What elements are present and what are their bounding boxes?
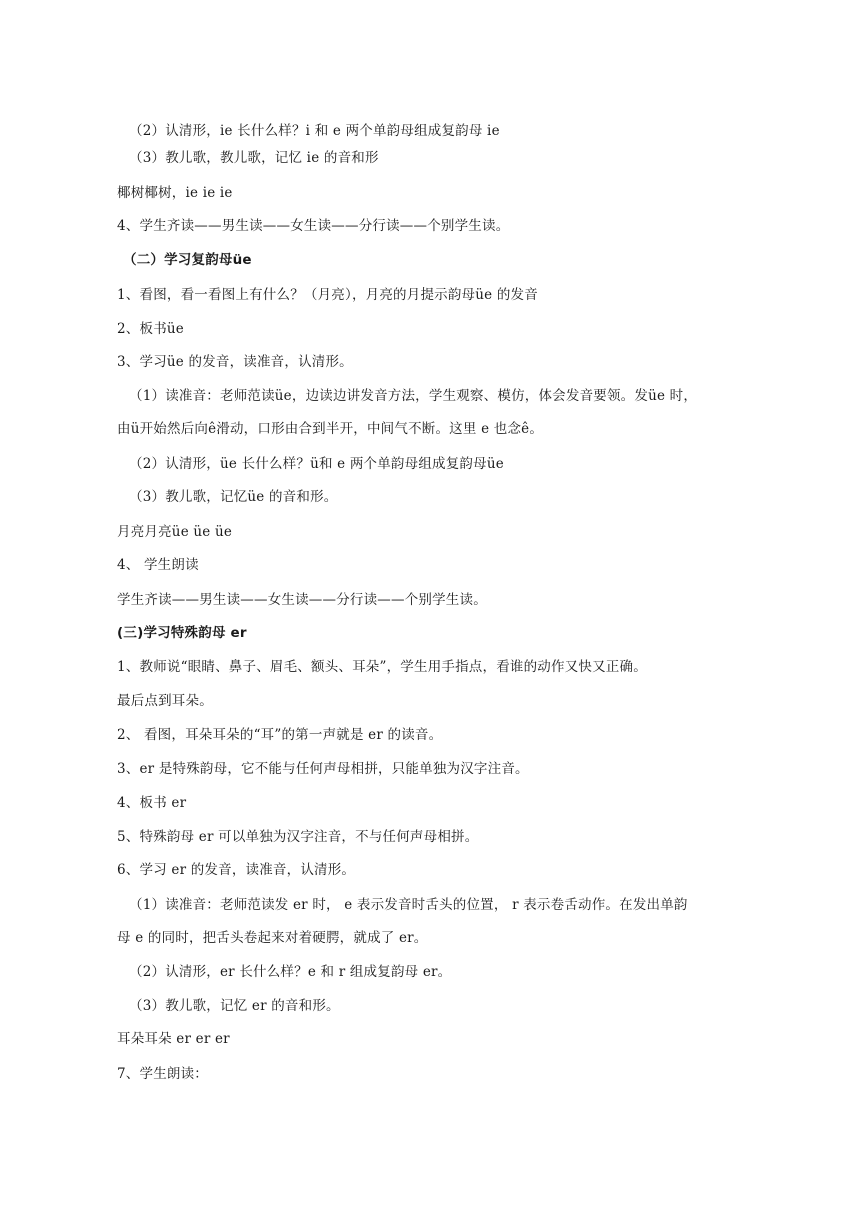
step-pronounce-ue: （1）读准音：老师范读üe，边读边讲发音方法，学生观察、模仿，体会发音要领。发üe 时，	[129, 388, 698, 404]
step-pronounce-er-cont: 母 e 的同时，把舌头卷起来对着硬腭，就成了 er。	[117, 930, 428, 946]
rhyme-text-ue: 月亮月亮üe üe üe	[117, 524, 233, 540]
step-look-picture-ue: 1、看图，看一看图上有什么？（月亮），月亮的月提示韵母üe 的发音	[117, 287, 538, 303]
step-read-aloud: 4、学生齐读——男生读——女生读——分行读——个别学生读。	[117, 218, 510, 234]
step-learn-er: 6、学习 er 的发音，读准音，认清形。	[117, 862, 356, 878]
step-board-ue: 2、板书üe	[117, 321, 184, 337]
step-read-order: 学生齐读——男生读——女生读——分行读——个别学生读。	[117, 592, 487, 608]
step-pronounce-ue-cont: 由ü开始然后向ê滑动，口形由合到半开，中间气不断。这里 e 也念ê。	[117, 421, 544, 437]
step-read-ue: 4、 学生朗读	[117, 557, 199, 573]
step-look-picture-er: 2、 看图，耳朵耳朵的“耳”的第一声就是 er 的读音。	[117, 727, 443, 743]
rhyme-text-ie: 椰树椰树，ie ie ie	[117, 185, 233, 201]
step-recognize-er: （2）认清形，er 长什么样？e 和 r 组成复韵母 er。	[129, 964, 452, 980]
step-face-game-cont: 最后点到耳朵。	[117, 693, 213, 709]
step-face-game: 1、教师说“眼睛、鼻子、眉毛、额头、耳朵”，学生用手指点，看谁的动作又快又正确。	[117, 659, 647, 675]
step-recognize-ue: （2）认清形，üe 长什么样？ü和 e 两个单韵母组成复韵母üe	[129, 456, 504, 472]
step-pronounce-er: （1）读准音：老师范读发 er 时， e 表示发音时舌头的位置， r 表示卷舌动作。在发出单韵	[129, 897, 688, 913]
section-heading-ue: （二）学习复韵母üe	[123, 252, 252, 268]
section-heading-er: (三)学习特殊韵母 er	[117, 625, 247, 641]
step-rhyme-ie: （3）教儿歌，教儿歌，记忆 ie 的音和形	[129, 150, 379, 166]
step-er-notation: 5、特殊韵母 er 可以单独为汉字注音，不与任何声母相拼。	[117, 829, 479, 845]
step-read-er: 7、学生朗读：	[117, 1066, 208, 1082]
step-learn-ue: 3、学习üe 的发音，读准音，认清形。	[117, 354, 353, 370]
step-rhyme-ue: （3）教儿歌，记忆üe 的音和形。	[129, 489, 338, 505]
step-board-er: 4、板书 er	[117, 795, 187, 811]
step-er-special: 3、er 是特殊韵母，它不能与任何声母相拼，只能单独为汉字注音。	[117, 761, 529, 777]
step-rhyme-er: （3）教儿歌，记忆 er 的音和形。	[129, 998, 340, 1014]
step-recognize-ie: （2）认清形，ie 长什么样？i 和 e 两个单韵母组成复韵母 ie	[129, 123, 500, 139]
rhyme-text-er: 耳朵耳朵 er er er	[117, 1031, 230, 1047]
